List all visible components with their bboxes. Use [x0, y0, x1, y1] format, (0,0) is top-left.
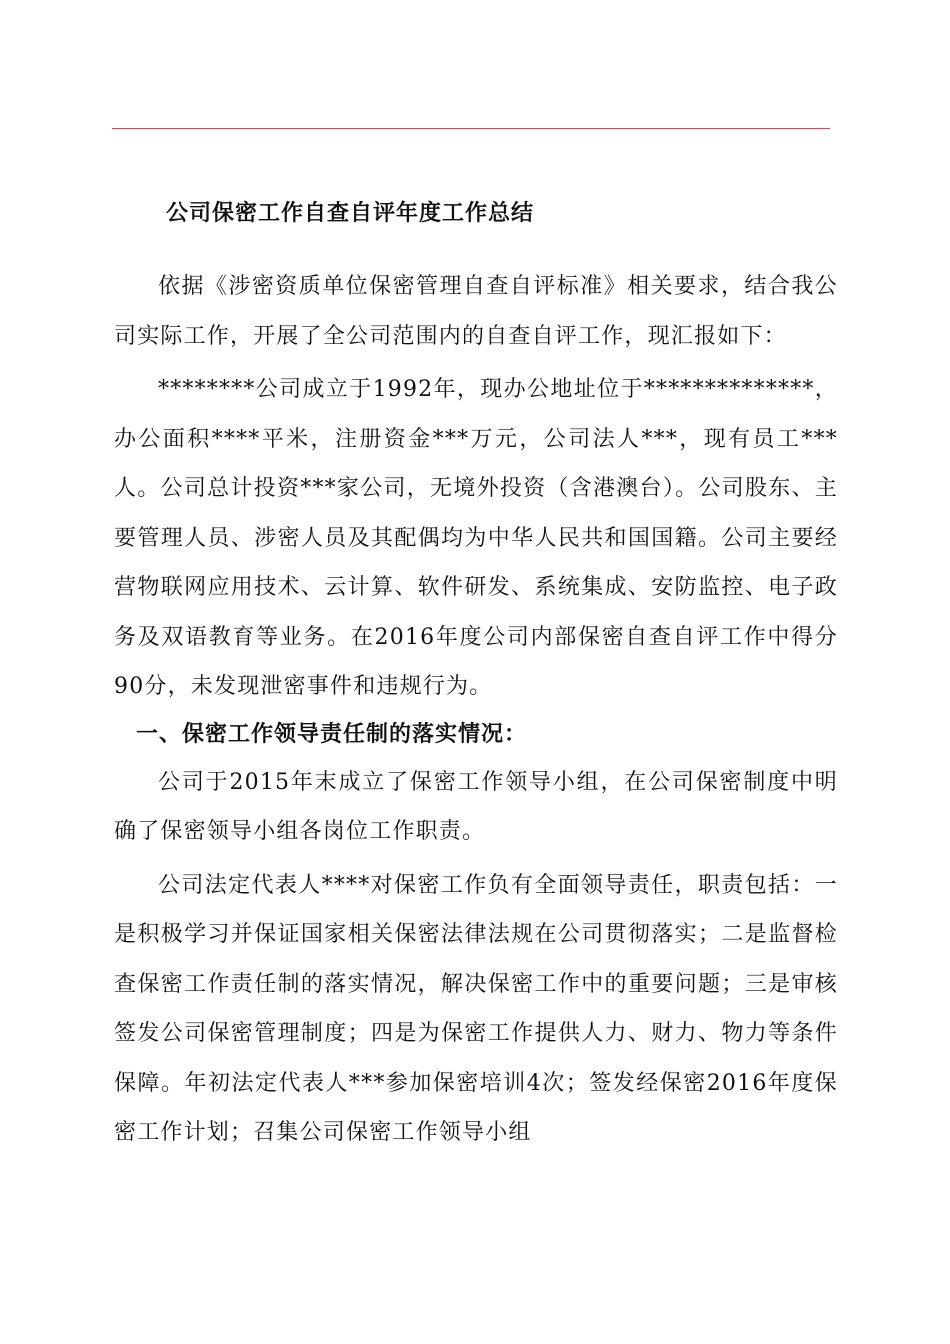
- header-rule: [112, 128, 830, 129]
- document-body: [114, 262, 838, 1158]
- company-overview-paragraph: ********公司成立于1992年，现办公地址位于**************，办公面积****平米，注册资金***万元，公司法人***，现有员工***人。公司总计投资***家公司，无境外投资（含港澳台）。公司股东、主要管理人员、涉密人员及其配偶均为中华人民共和国国籍。公司主要经营物联网应用技术、云计算、软件研发、系统集成、安防监控、电子政务及双语教育等业务。在2016年度公司内部保密自查自评工作中得分90分，未发现泄密事件和违规行为。: [114, 377, 838, 699]
- document-title: 公司保密工作自查自评年度工作总结: [166, 201, 535, 226]
- section-paragraph: 公司法定代表人****对保密工作负有全面领导责任，职责包括：一是积极学习并保证国家相关保密法律法规在公司贯彻落实；二是监督检查保密工作责任制的落实情况，解决保密工作中的重要问题；三是审核签发公司保密管理制度；四是为保密工作提供人力、财力、物力等条件保障。年初法定代表人***参加保密培训4次；签发经保密2016年度保密工作计划；召集公司保密工作领导小组: [114, 872, 838, 1145]
- section-paragraph: 公司于2015年末成立了保密工作领导小组，在公司保密制度中明确了保密领导小组各岗位工作职责。: [114, 769, 838, 844]
- section-heading: 一、保密工作领导责任制的落实情况：: [136, 721, 528, 747]
- intro-paragraph: 依据《涉密资质单位保密管理自查自评标准》相关要求，结合我公司实际工作，开展了全公司范围内的自查自评工作，现汇报如下：: [114, 274, 838, 349]
